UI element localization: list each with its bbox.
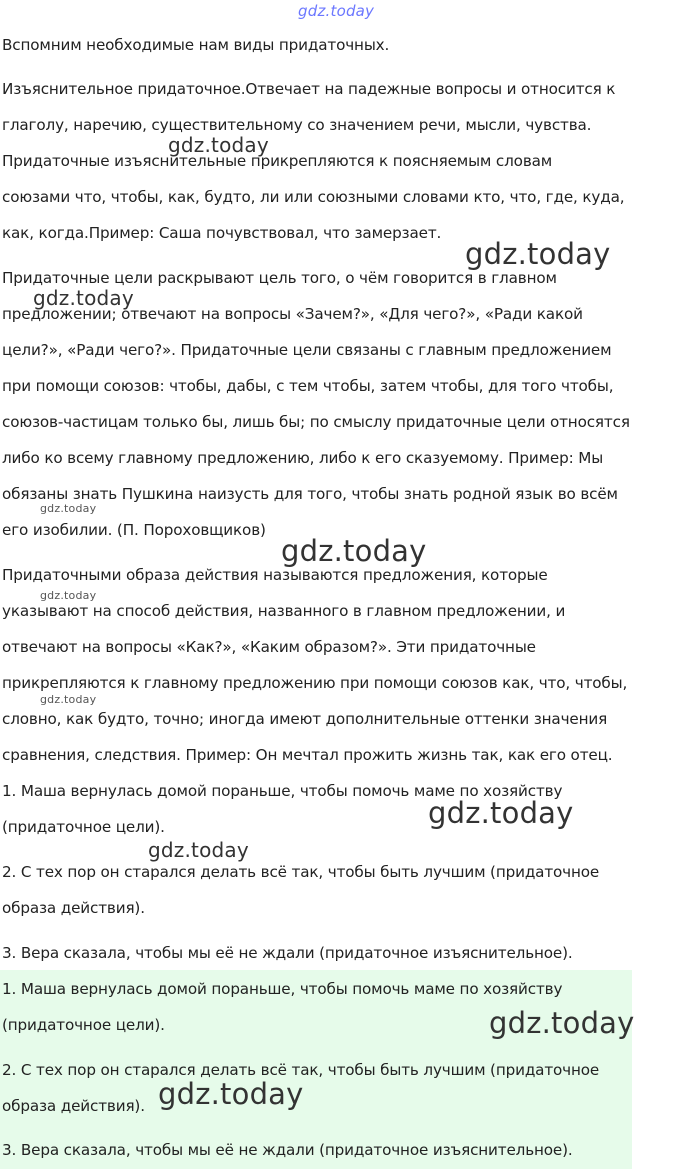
watermark: gdz.today <box>158 1077 304 1111</box>
watermark: gdz.today <box>168 133 269 157</box>
watermark: gdz.today <box>40 693 97 706</box>
watermark: gdz.today <box>40 589 97 602</box>
text-line: как, когда.Пример: Саша почувствовал, что замерзает. <box>2 224 442 242</box>
text-line: глаголу, наречию, существительному со значением речи, мысли, чувства. <box>2 116 592 134</box>
answer-line: образа действия). <box>2 1097 145 1115</box>
watermark: gdz.today <box>428 796 574 830</box>
answer-line: 2. С тех пор он старался делать всё так, чтобы быть лучшим (придаточное <box>2 1061 600 1079</box>
watermark-logo: gdz.today <box>298 2 375 20</box>
watermark: gdz.today <box>40 502 97 515</box>
text-line: (придаточное цели). <box>2 818 165 836</box>
answer-line: 3. Вера сказала, чтобы мы её не ждали (придаточное изъяснительное). <box>2 1141 573 1159</box>
text-line: 1. Маша вернулась домой пораньше, чтобы помочь маме по хозяйству <box>2 782 563 800</box>
text-line: при помощи союзов: чтобы, дабы, с тем чтобы, затем чтобы, для того чтобы, <box>2 377 614 395</box>
answer-line: (придаточное цели). <box>2 1016 165 1034</box>
text-line: Придаточные изъяснительные прикрепляются к поясняемым словам <box>2 152 553 170</box>
text-line: сравнения, следствия. Пример: Он мечтал прожить жизнь так, как его отец. <box>2 746 613 764</box>
text-line: образа действия). <box>2 899 145 917</box>
text-line: предложении; отвечают на вопросы «Зачем?», «Для чего?», «Ради какой <box>2 305 583 323</box>
text-line: союзами что, чтобы, как, будто, ли или союзными словами кто, что, где, куда, <box>2 188 625 206</box>
text-line: 3. Вера сказала, чтобы мы её не ждали (придаточное изъяснительное). <box>2 944 573 962</box>
text-line: обязаны знать Пушкина наизусть для того, чтобы знать родной язык во всём <box>2 485 618 503</box>
text-line: цели?», «Ради чего?». Придаточные цели связаны с главным предложением <box>2 341 612 359</box>
watermark: gdz.today <box>281 534 427 568</box>
text-line: либо ко всему главному предложению, либо к его сказуемому. Пример: Мы <box>2 449 604 467</box>
text-line: Изъяснительное придаточное.Отвечает на падежные вопросы и относится к <box>2 80 616 98</box>
text-line: прикрепляются к главному предложению при помощи союзов как, что, чтобы, <box>2 674 628 692</box>
text-line: Придаточными образа действия называются предложения, которые <box>2 566 548 584</box>
text-line: 2. С тех пор он старался делать всё так, чтобы быть лучшим (придаточное <box>2 863 600 881</box>
text-line: Вспомним необходимые нам виды придаточных. <box>2 36 390 54</box>
watermark: gdz.today <box>33 286 134 310</box>
watermark: gdz.today <box>465 237 611 271</box>
text-line: его изобилии. (П. Пороховщиков) <box>2 521 266 539</box>
text-line: союзов-частицам только бы, лишь бы; по смыслу придаточные цели относятся <box>2 413 630 431</box>
watermark: gdz.today <box>489 1006 635 1040</box>
text-line: указывают на способ действия, названного в главном предложении, и <box>2 602 566 620</box>
text-line: Придаточные цели раскрывают цель того, о чём говорится в главном <box>2 269 557 287</box>
text-line: словно, как будто, точно; иногда имеют дополнительные оттенки значения <box>2 710 608 728</box>
watermark: gdz.today <box>148 838 249 862</box>
text-line: отвечают на вопросы «Как?», «Каким образом?». Эти придаточные <box>2 638 536 656</box>
answer-line: 1. Маша вернулась домой пораньше, чтобы помочь маме по хозяйству <box>2 980 563 998</box>
